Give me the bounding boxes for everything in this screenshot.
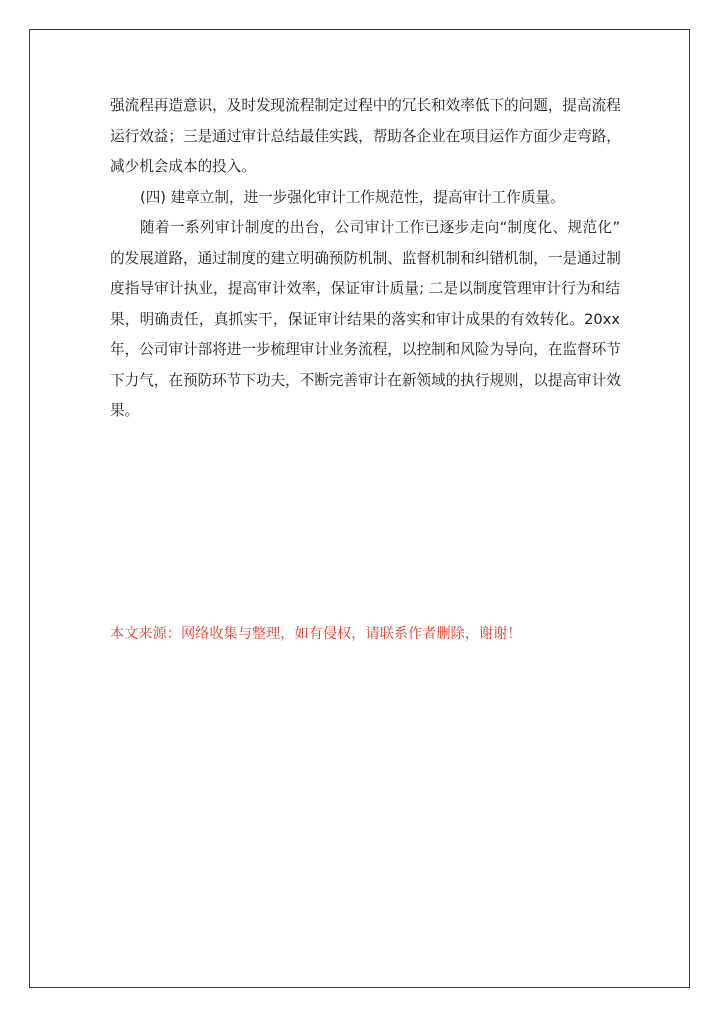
paragraph-continued [110, 91, 620, 183]
text-line: 度指导审计执业，提高审计效率，保证审计质量; 二是以制度管理审计行为和结 [110, 280, 620, 297]
text-line: 强流程再造意识，及时发现流程制定过程中的冗长和效率低下的问题，提高流程 [110, 97, 621, 114]
paragraph-audit-system [110, 213, 620, 427]
text-line: 运行效益；三是通过审计总结最佳实践，帮助各企业在项目运作方面少走弯路， [110, 127, 621, 145]
text-line: 下力气，在预防环节下功夫，不断完善审计在新领域的执行规则，以提高审计效 [110, 371, 621, 389]
section-heading: (四) 建章立制，进一步强化审计工作规范性，提高审计工作质量。 [140, 188, 565, 206]
text-line: 年，公司审计部将进一步梳理审计业务流程，以控制和风险为导向，在监督环节 [110, 341, 621, 358]
document-body [110, 91, 620, 427]
text-line: 的发展道路，通过制度的建立明确预防机制、监督机制和纠错机制，一是通过制 [110, 249, 621, 267]
text-line: 减少机会成本的投入。 [110, 158, 256, 175]
source-note: 本文来源：网络收集与整理，如有侵权，请联系作者删除，谢谢！ [110, 626, 522, 642]
text-line: 果，明确责任，真抓实干，保证审计结果的落实和审计成果的有效转化。20xx [110, 310, 620, 328]
text-line: 随着一系列审计制度的出台，公司审计工作已逐步走向“制度化、规范化” [140, 219, 620, 236]
text-line: 果。 [110, 402, 140, 419]
